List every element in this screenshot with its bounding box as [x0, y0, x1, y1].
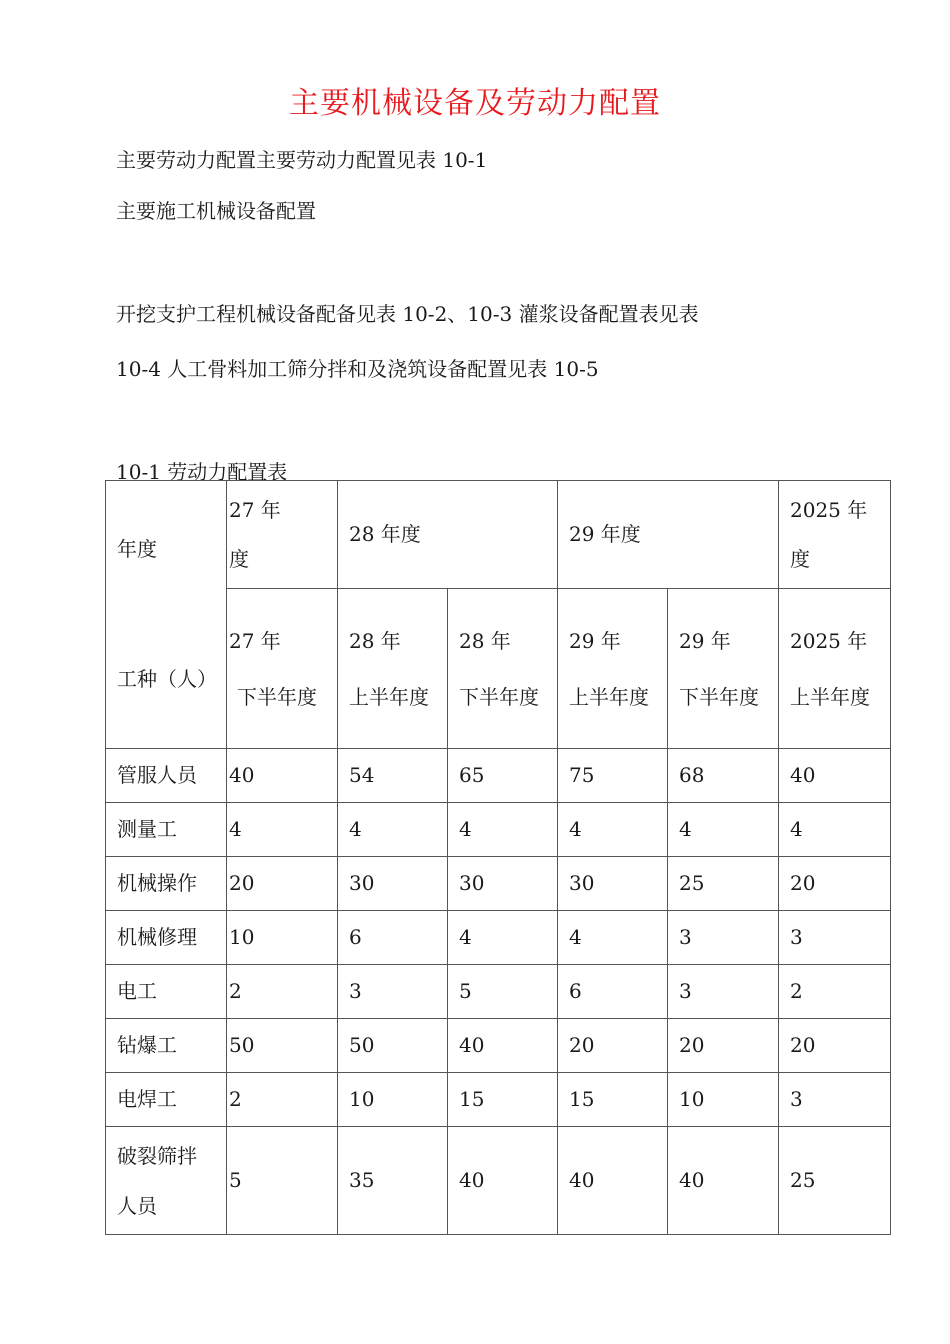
table-cell: 4: [558, 911, 668, 965]
row-label: 钻爆工: [106, 1019, 227, 1073]
table-cell: 2: [779, 965, 891, 1019]
table-cell: 4: [448, 803, 558, 857]
page-title: 主要机械设备及劳动力配置: [289, 86, 661, 121]
year-header: 29 年度: [558, 481, 779, 589]
table-cell: 20: [779, 857, 891, 911]
year-header: 28 年度: [338, 481, 558, 589]
row-label: 机械修理: [106, 911, 227, 965]
paragraph-aggregate: 10-4 人工骨料加工筛分拌和及浇筑设备配置见表 10-5: [116, 357, 599, 381]
table-cell: 10: [338, 1073, 448, 1127]
table-cell: 15: [558, 1073, 668, 1127]
table-cell: 4: [448, 911, 558, 965]
period-header: 29 年 上半年度: [558, 589, 668, 749]
table-cell: 10: [227, 911, 338, 965]
year-header: 2025 年 度: [779, 481, 891, 589]
table-row: [106, 1019, 891, 1073]
row-label: 破裂筛拌 人员: [106, 1127, 227, 1235]
corner-year-label: 年度: [117, 537, 157, 561]
row-label: 管服人员: [106, 749, 227, 803]
table-cell: 75: [558, 749, 668, 803]
table-cell: 54: [338, 749, 448, 803]
table-row: [106, 857, 891, 911]
table-cell: 40: [779, 749, 891, 803]
table-cell: 2: [227, 965, 338, 1019]
table-row: [106, 803, 891, 857]
table-cell: 5: [227, 1127, 338, 1235]
table-cell: 2: [227, 1073, 338, 1127]
table-cell: 3: [668, 911, 779, 965]
row-label: 电工: [106, 965, 227, 1019]
table-row: [106, 1127, 891, 1235]
table-caption: 10-1 劳动力配置表: [116, 460, 288, 484]
table-cell: 10: [668, 1073, 779, 1127]
paragraph-equipment-heading: 主要施工机械设备配置: [116, 199, 316, 223]
table-cell: 20: [558, 1019, 668, 1073]
table-cell: 6: [558, 965, 668, 1019]
table-cell: 20: [668, 1019, 779, 1073]
table-cell: 15: [448, 1073, 558, 1127]
period-header: 2025 年 上半年度: [779, 589, 891, 749]
table-cell: 40: [448, 1019, 558, 1073]
paragraph-labor: 主要劳动力配置主要劳动力配置见表 10-1: [116, 148, 488, 172]
table-row: [106, 911, 891, 965]
table-cell: 25: [779, 1127, 891, 1235]
table-cell: 30: [448, 857, 558, 911]
table-cell: 3: [668, 965, 779, 1019]
header-row-years: [106, 481, 891, 589]
row-label: 电焊工: [106, 1073, 227, 1127]
table-row: [106, 965, 891, 1019]
table-row: [106, 1073, 891, 1127]
corner-cell: [106, 481, 227, 749]
table-cell: 68: [668, 749, 779, 803]
table-cell: 50: [227, 1019, 338, 1073]
period-header: 27 年 下半年度: [227, 589, 338, 749]
period-header: 28 年 上半年度: [338, 589, 448, 749]
period-header: 29 年 下半年度: [668, 589, 779, 749]
year-header: 27 年 度: [227, 481, 338, 589]
table-cell: 4: [779, 803, 891, 857]
table-cell: 4: [558, 803, 668, 857]
table-cell: 40: [227, 749, 338, 803]
paragraph-excavation: 开挖支护工程机械设备配备见表 10-2、10-3 灌浆设备配置表见表: [116, 302, 699, 326]
labor-table: [105, 480, 891, 1235]
table-cell: 4: [668, 803, 779, 857]
table-cell: 20: [227, 857, 338, 911]
table-cell: 6: [338, 911, 448, 965]
table-cell: 3: [779, 1073, 891, 1127]
table-cell: 65: [448, 749, 558, 803]
period-header: 28 年 下半年度: [448, 589, 558, 749]
table-cell: 35: [338, 1127, 448, 1235]
table-cell: 5: [448, 965, 558, 1019]
table-cell: 30: [558, 857, 668, 911]
table-cell: 30: [338, 857, 448, 911]
row-label: 机械操作: [106, 857, 227, 911]
table-cell: 4: [338, 803, 448, 857]
table-cell: 50: [338, 1019, 448, 1073]
table-row: [106, 749, 891, 803]
table-cell: 25: [668, 857, 779, 911]
table-cell: 3: [338, 965, 448, 1019]
table-cell: 40: [448, 1127, 558, 1235]
table-cell: 40: [668, 1127, 779, 1235]
row-label: 测量工: [106, 803, 227, 857]
table-cell: 4: [227, 803, 338, 857]
table-cell: 3: [779, 911, 891, 965]
table-cell: 20: [779, 1019, 891, 1073]
table-cell: 40: [558, 1127, 668, 1235]
corner-type-label: 工种（人）: [117, 667, 217, 691]
